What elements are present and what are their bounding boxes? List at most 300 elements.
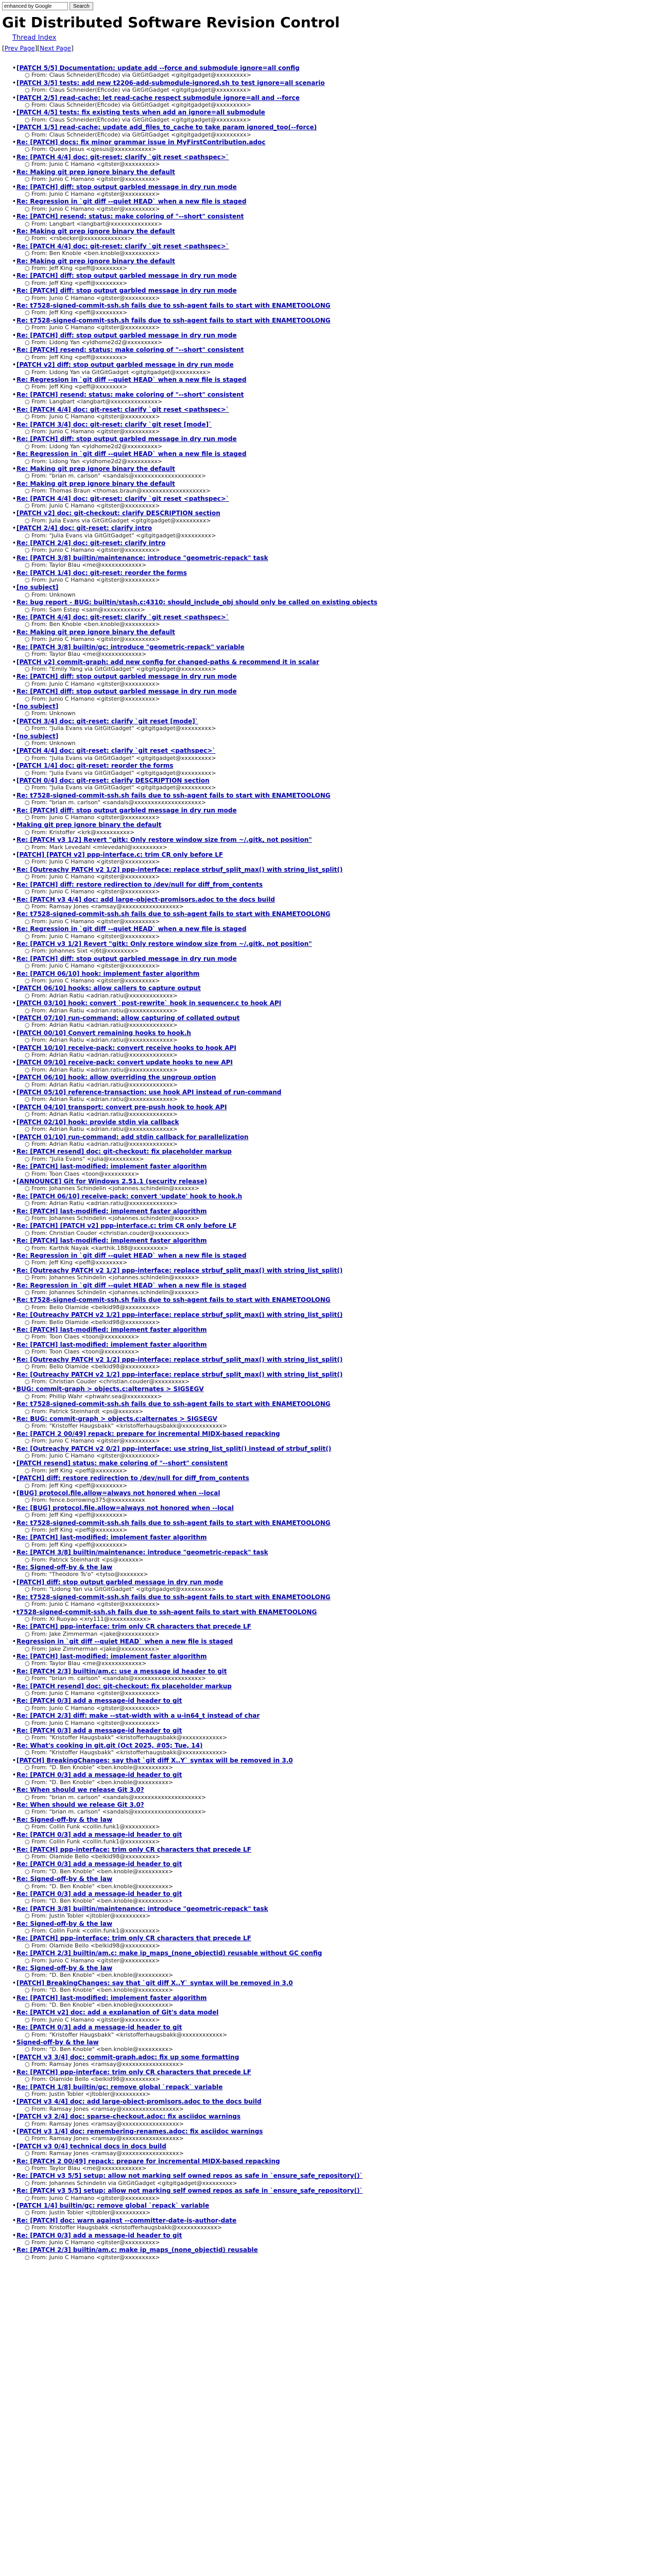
thread-subject-link[interactable]: Re: When should we release Git 3.0? xyxy=(16,1801,144,1809)
thread-item xyxy=(12,1237,653,1244)
thread-author xyxy=(12,1274,653,1281)
thread-author xyxy=(12,1927,653,1935)
thread-subject-link[interactable]: Re: [PATCH 0/3] add a message-id header to git xyxy=(16,1697,182,1705)
bullet-icon: • xyxy=(12,1370,16,1378)
author-prefix: ○ From: xyxy=(25,1601,49,1608)
thread-item xyxy=(12,1905,653,1912)
author-name: Ramsay Jones <ramsay@xxxxxxxxxxxxxxxxx> xyxy=(49,2120,184,2127)
thread-subject-link[interactable]: Re: [PATCH 06/10] receive-pack: convert 'update' hook to hook.h xyxy=(16,1192,243,1200)
author-prefix: ○ From: xyxy=(25,1348,49,1355)
thread-author xyxy=(12,250,653,257)
thread-author xyxy=(12,2002,653,2009)
thread-item xyxy=(12,495,653,502)
thread-subject-link[interactable]: Re: t7528-signed-commit-ssh.sh fails due to ssh-agent fails to start with ENAMETOOLONG xyxy=(16,791,331,799)
bullet-icon: • xyxy=(12,614,16,621)
thread-author xyxy=(12,383,653,391)
thread-subject-link[interactable]: Re: [PATCH 0/3] add a message-id header to git xyxy=(16,2231,182,2239)
thread-subject-link[interactable]: Re: [PATCH] ppp-interface: trim only CR characters that precede LF xyxy=(16,1845,251,1853)
thread-subject-link[interactable]: Re: [PATCH] doc: warn against --committer-date-is-author-date xyxy=(16,2216,237,2224)
bullet-icon: • xyxy=(12,836,16,844)
thread-subject-link[interactable]: [PATCH] diff: stop output garbled message in dry run mode xyxy=(16,1578,224,1586)
thread-subject-link[interactable]: Re: Regression in `git diff --quiet HEAD` when a new file is staged xyxy=(16,376,247,384)
author-prefix: ○ From: xyxy=(25,294,49,301)
thread-subject-link[interactable]: [PATCH 02/10] hook: provide stdin via callback xyxy=(16,1118,179,1126)
author-name: Claus Schneider(Eficode) via GitGitGadget <gitgitgadget@xxxxxxxxx> xyxy=(49,72,251,79)
thread-subject-link[interactable]: Re: [PATCH] [PATCH v2] ppp-interface.c: trim CR only before LF xyxy=(16,1222,237,1230)
bullet-icon: • xyxy=(12,1564,16,1571)
thread-author xyxy=(12,458,653,465)
thread-subject-link[interactable]: Re: [PATCH 3/8] builtin/maintenance: introduce "geometric-repack" task xyxy=(16,554,268,562)
thread-subject-link[interactable]: Re: [PATCH] diff: stop output garbled message in dry run mode xyxy=(16,183,237,191)
author-prefix: ○ From: xyxy=(25,87,49,94)
thread-item xyxy=(12,1801,653,1808)
thread-subject-link[interactable]: Re: [PATCH v3 5/5] setup: allow not marking self owned repos as safe in `ensure_safe_repository()` xyxy=(16,2172,363,2180)
thread-subject-link[interactable]: [PATCH] BreakingChanges: say that `git diff X..Y` syntax will be removed in 3.0 xyxy=(16,1756,293,1764)
thread-author xyxy=(12,962,653,970)
thread-subject-link[interactable]: t7528-signed-commit-ssh.sh fails due to ssh-agent fails to start with ENAMETOOLONG xyxy=(16,1608,317,1616)
thread-subject-link[interactable]: Re: [PATCH] ppp-interface: trim only CR characters that precede LF xyxy=(16,1935,251,1942)
thread-subject-link[interactable]: Re: [PATCH] diff: stop output garbled message in dry run mode xyxy=(16,955,237,962)
thread-item xyxy=(12,1771,653,1778)
bullet-icon: • xyxy=(12,940,16,947)
bullet-icon: • xyxy=(12,1682,16,1690)
thread-subject-link[interactable]: [PATCH 5/5] Documentation: update add --force and submodule ignore=all config xyxy=(16,64,300,72)
thread-subject-link[interactable]: [PATCH 1/4] builtin/gc: remove global `repack` variable xyxy=(16,2202,210,2209)
thread-subject-link[interactable]: [BUG] protocol.file.allow=always not honored when --local xyxy=(16,1489,220,1497)
thread-subject-link[interactable]: Re: [PATCH 1/8] builtin/gc: remove global `repack` variable xyxy=(16,2083,223,2091)
thread-subject-link[interactable]: Re: [PATCH v3 1/2] Revert "gitk: Only restore window size from ~/.gitk, not position" xyxy=(16,940,312,947)
thread-subject-link[interactable]: Re: [PATCH 3/8] builtin/maintenance: introduce "geometric-repack" task xyxy=(16,1905,268,1912)
author-name: Junio C Hamano <gitster@xxxxxxxxx> xyxy=(49,294,160,301)
bullet-icon: • xyxy=(12,1014,16,1022)
thread-subject-link[interactable]: Re: [PATCH] last-modified: implement faster algorithm xyxy=(16,1207,207,1215)
thread-item xyxy=(12,346,653,353)
author-prefix: ○ From: xyxy=(25,1170,49,1177)
thread-author xyxy=(12,1764,653,1771)
thread-subject-link[interactable]: [PATCH 06/10] hook: allow overriding the ungroup option xyxy=(16,1074,216,1081)
thread-subject-link[interactable]: Re: Regression in `git diff --quiet HEAD` when a new file is staged xyxy=(16,925,247,933)
thread-subject-link[interactable]: Re: Regression in `git diff --quiet HEAD` when a new file is staged xyxy=(16,1281,247,1289)
thread-subject-link[interactable]: [PATCH 06/10] hooks: allow callers to capture output xyxy=(16,985,201,992)
thread-subject-link[interactable]: Re: Signed-off-by & the law xyxy=(16,1564,113,1571)
thread-subject-link[interactable]: Re: t7528-signed-commit-ssh.sh fails due to ssh-agent fails to start with ENAMETOOLONG xyxy=(16,910,331,918)
thread-subject-link[interactable]: Re: [PATCH] ppp-interface: trim only CR characters that precede LF xyxy=(16,2068,251,2076)
thread-author xyxy=(12,1007,653,1014)
thread-subject-link[interactable]: Re: [PATCH v3 5/5] setup: allow not marking self owned repos as safe in `ensure_safe_repository()` xyxy=(16,2187,363,2195)
thread-subject-link[interactable]: Re: [PATCH] last-modified: implement faster algorithm xyxy=(16,1652,207,1660)
thread-subject-link[interactable]: [ANNOUNCE] Git for Windows 2.51.1 (security release) xyxy=(16,1177,208,1185)
thread-subject-link[interactable]: Re: Making git prep ignore binary the default xyxy=(16,227,175,235)
thread-subject-link[interactable]: Re: [PATCH v2] doc: add a explanation of Git's data model xyxy=(16,2009,219,2016)
thread-subject-link[interactable]: Re: Making git prep ignore binary the default xyxy=(16,480,175,487)
author-name: Ben Knoble <ben.knoble@xxxxxxxxx> xyxy=(49,250,160,257)
thread-subject-link[interactable]: [PATCH 4/5] tests: fix existing tests when add an ignore=all submodule xyxy=(16,109,265,116)
author-name: Lidong Yan <yldhome2d2@xxxxxxxxx> xyxy=(49,339,163,346)
thread-author xyxy=(12,1883,653,1890)
thread-subject-link[interactable]: Re: [PATCH 0/3] add a message-id header to git xyxy=(16,1890,182,1897)
thread-item xyxy=(12,1638,653,1645)
thread-author xyxy=(12,784,653,791)
author-name: Christian Couder <christian.couder@xxxxxxxxx> xyxy=(49,1229,190,1236)
author-name: Junio C Hamano <gitster@xxxxxxxxx> xyxy=(49,413,160,420)
thread-author xyxy=(12,1556,653,1564)
thread-subject-link[interactable]: Re: [PATCH 4/4] doc: git-reset: clarify `git reset <pathspec>` xyxy=(16,495,229,502)
thread-subject-link[interactable]: Re: [PATCH 0/3] add a message-id header to git xyxy=(16,1727,182,1734)
author-prefix: ○ From: xyxy=(25,2164,49,2172)
thread-item xyxy=(12,925,653,933)
thread-subject-link[interactable]: Re: t7528-signed-commit-ssh.sh fails due to ssh-agent fails to start with ENAMETOOLONG xyxy=(16,1400,331,1408)
thread-subject-link[interactable]: Re: [PATCH 4/4] doc: git-reset: clarify `git reset <pathspec>` xyxy=(16,405,229,413)
author-prefix: ○ From: xyxy=(25,1422,49,1430)
thread-subject-link[interactable]: Re: [PATCH] resend: status: make coloring of "--short" consistent xyxy=(16,391,244,398)
thread-subject-link[interactable]: [PATCH 05/10] reference-transaction: use hook API instead of run-command xyxy=(16,1089,282,1096)
thread-subject-link[interactable]: Re: [PATCH 4/4] doc: git-reset: clarify `git reset <pathspec>` xyxy=(16,614,229,621)
thread-subject-link[interactable]: [no subject] xyxy=(16,702,59,710)
author-prefix: ○ From: xyxy=(25,2194,49,2201)
thread-subject-link[interactable]: Re: [PATCH] last-modified: implement faster algorithm xyxy=(16,1326,207,1334)
thread-author xyxy=(12,1616,653,1623)
author-name: Junio C Hamano <gitster@xxxxxxxxx> xyxy=(49,814,160,821)
thread-author xyxy=(12,1675,653,1682)
thread-author xyxy=(12,1942,653,1950)
thread-subject-link[interactable]: Re: [Outreachy PATCH v2 1/2] ppp-interface: replace strbuf_split_max() with string_list_split() xyxy=(16,1311,343,1319)
thread-author xyxy=(12,1497,653,1504)
thread-subject-link[interactable]: [PATCH 03/10] hook: convert `post-rewrite` hook in sequencer.c to hook API xyxy=(16,999,282,1007)
thread-subject-link[interactable]: Re: bug report - BUG: builtin/stash.c:4310: should_include_obj should only be called on existing objects xyxy=(16,599,377,606)
author-name: Johannes Schindelin via GitGitGadget <gitgitgadget@xxxxxxxxx> xyxy=(49,2179,237,2187)
author-name: "D. Ben Knoble" <ben.knoble@xxxxxxxxx> xyxy=(49,1778,174,1786)
author-prefix: ○ From: xyxy=(25,1126,49,1133)
thread-subject-link[interactable]: Re: t7528-signed-commit-ssh.sh fails due to ssh-agent fails to start with ENAMETOOLONG xyxy=(16,302,331,309)
bullet-icon: • xyxy=(12,2127,16,2135)
thread-author xyxy=(12,176,653,183)
author-name: Junio C Hamano <gitster@xxxxxxxxx> xyxy=(49,918,160,925)
author-name: Olamide Bello <belkid98@xxxxxxxxx> xyxy=(49,2076,160,2083)
thread-subject-link[interactable]: [PATCH 1/5] read-cache: update add_files_to_cache to take param ignored_too(--force) xyxy=(16,124,317,131)
thread-subject-link[interactable]: [PATCH 00/10] Convert remaining hooks to hook.h xyxy=(16,1029,191,1037)
bullet-icon: • xyxy=(12,2024,16,2031)
thread-subject-link[interactable]: Making git prep ignore binary the default xyxy=(16,821,162,829)
thread-subject-link[interactable]: Re: [PATCH] ppp-interface: trim only CR characters that precede LF xyxy=(16,1623,251,1631)
thread-subject-link[interactable]: Re: [Outreachy PATCH v2 0/2] ppp-interface: use string_list_split() instead of strbuf_split() xyxy=(16,1445,332,1452)
author-name: Claus Schneider(Eficode) via GitGitGadget <gitgitgadget@xxxxxxxxx> xyxy=(49,116,251,123)
thread-subject-link[interactable]: Re: [PATCH 2 00/49] repack: prepare for incremental MIDX-based repacking xyxy=(16,2157,280,2165)
thread-author xyxy=(12,903,653,910)
thread-subject-link[interactable]: [PATCH 2/5] read-cache: let read-cache respect submodule ignore=all and --force xyxy=(16,94,300,101)
thread-subject-link[interactable]: Re: [PATCH] diff: stop output garbled message in dry run mode xyxy=(16,806,237,814)
bullet-icon: • xyxy=(12,673,16,681)
author-name: "brian m. carlson" <sandals@xxxxxxxxxxxxxxxxxxxx> xyxy=(49,1793,207,1801)
thread-subject-link[interactable]: Re: [PATCH] diff: stop output garbled message in dry run mode xyxy=(16,331,237,339)
thread-subject-link[interactable]: Re: [PATCH] last-modified: implement faster algorithm xyxy=(16,1994,207,2002)
thread-subject-link[interactable]: Re: t7528-signed-commit-ssh.sh fails due to ssh-agent fails to start with ENAMETOOLONG xyxy=(16,1593,331,1601)
thread-subject-link[interactable]: Re: Regression in `git diff --quiet HEAD` when a new file is staged xyxy=(16,198,247,206)
thread-item xyxy=(12,554,653,562)
thread-subject-link[interactable]: [PATCH 0/4] doc: git-reset: clarify DESCRIPTION section xyxy=(16,777,210,784)
bullet-icon: • xyxy=(12,1355,16,1363)
thread-subject-link[interactable]: Re: [PATCH 2/3] builtin/am.c: use a message id header to git xyxy=(16,1667,227,1675)
bullet-icon: • xyxy=(12,1860,16,1868)
thread-subject-link[interactable]: Re: [PATCH] resend: status: make coloring of "--short" consistent xyxy=(16,346,244,354)
thread-item xyxy=(12,584,653,591)
thread-subject-link[interactable]: [PATCH] diff: restore redirection to /dev/null for diff_from_contents xyxy=(16,1475,249,1482)
thread-subject-link[interactable]: Re: [Outreachy PATCH v2 1/2] ppp-interface: replace strbuf_split_max() with string_list_split() xyxy=(16,1370,343,1378)
thread-item xyxy=(12,1118,653,1126)
bullet-icon: • xyxy=(12,94,16,101)
thread-author xyxy=(12,1333,653,1341)
thread-item xyxy=(12,614,653,621)
thread-author xyxy=(12,1897,653,1905)
author-prefix: ○ From: xyxy=(25,1052,49,1059)
bullet-icon: • xyxy=(12,1326,16,1334)
bullet-icon: • xyxy=(12,450,16,458)
thread-subject-link[interactable]: Re: Making git prep ignore binary the default xyxy=(16,465,175,472)
thread-item xyxy=(12,79,653,87)
author-name: "Lidong Yan via GitGitGadget" <gitgitgadget@xxxxxxxxx> xyxy=(49,1586,216,1593)
thread-subject-link[interactable]: [PATCH v3 4/4] doc: add large-object-promisors.adoc to the docs build xyxy=(16,2098,262,2106)
thread-subject-link[interactable]: [PATCH v3 3/4] doc: commit-graph.adoc: fix up some formatting xyxy=(16,2053,239,2061)
author-name: Johannes Schindelin <johannes.schindelin@xxxxxx> xyxy=(49,1289,200,1296)
thread-subject-link[interactable]: Re: [BUG] protocol.file.allow=always not honored when --local xyxy=(16,1504,234,1512)
bullet-icon: • xyxy=(12,658,16,666)
thread-item xyxy=(12,1579,653,1586)
thread-author xyxy=(12,472,653,480)
thread-subject-link[interactable]: Re: [PATCH 0/3] add a message-id header to git xyxy=(16,2024,182,2031)
thread-subject-link[interactable]: [PATCH 4/4] doc: git-reset: clarify `git reset <pathspec>` xyxy=(16,747,216,755)
author-prefix: ○ From: xyxy=(25,933,49,940)
thread-subject-link[interactable]: [PATCH v2] doc: git-checkout: clarify DESCRIPTION section xyxy=(16,510,220,517)
thread-subject-link[interactable]: [PATCH 1/4] doc: git-reset: reorder the forms xyxy=(16,762,174,770)
thread-subject-link[interactable]: [PATCH] [PATCH v2] ppp-interface.c: trim CR only before LF xyxy=(16,851,224,859)
author-name: Phillip Wahr <phwahr.sea@xxxxxxxxx> xyxy=(49,1393,162,1400)
author-name: "D. Ben Knoble" <ben.knoble@xxxxxxxxx> xyxy=(49,1987,174,1994)
thread-subject-link[interactable]: [no subject] xyxy=(16,584,59,591)
thread-subject-link[interactable]: [PATCH v3 0/4] technical docs in docs build xyxy=(16,2142,166,2150)
thread-subject-link[interactable]: Re: [PATCH 2/3] builtin/am.c: make ip_maps_(none_objectid) reusable xyxy=(16,2246,258,2254)
thread-author xyxy=(12,517,653,524)
thread-author xyxy=(12,146,653,153)
thread-item xyxy=(12,1415,653,1422)
thread-subject-link[interactable]: Re: [PATCH resend] doc: git-checkout: fix placeholder markup xyxy=(16,1682,232,1690)
thread-subject-link[interactable]: [PATCH 04/10] transport: convert pre-push hook to hook API xyxy=(16,1103,227,1111)
bullet-icon: • xyxy=(12,1475,16,1482)
thread-author xyxy=(12,1868,653,1875)
author-name: Ramsay Jones <ramsay@xxxxxxxxxxxxxxxxx> xyxy=(49,2061,184,2068)
thread-subject-link[interactable]: Re: [PATCH 2/3] builtin/am.c: make ip_maps_(none_objectid) reusable without GC config xyxy=(16,1950,322,1957)
thread-item xyxy=(12,881,653,888)
bullet-icon: • xyxy=(12,895,16,903)
thread-item xyxy=(12,1653,653,1660)
thread-subject-link[interactable]: Re: [PATCH] diff: stop output garbled message in dry run mode xyxy=(16,435,237,443)
thread-subject-link[interactable]: Re: [PATCH 3/4] doc: git-reset: clarify `git reset [mode]` xyxy=(16,420,212,428)
author-name: Jeff King <peff@xxxxxxxx> xyxy=(49,383,128,391)
thread-subject-link[interactable]: Re: t7528-signed-commit-ssh.sh fails due to ssh-agent fails to start with ENAMETOOLONG xyxy=(16,316,331,324)
bullet-icon: • xyxy=(12,2053,16,2061)
author-name: Johannes Schindelin <johannes.schindelin@xxxxxx> xyxy=(49,1185,200,1192)
thread-subject-link[interactable]: Re: Regression in `git diff --quiet HEAD` when a new file is staged xyxy=(16,1252,247,1259)
bullet-icon: • xyxy=(12,79,16,87)
thread-item xyxy=(12,2217,653,2224)
author-name: Junio C Hamano <gitster@xxxxxxxxx> xyxy=(49,873,160,880)
thread-subject-link[interactable]: Re: [PATCH] diff: stop output garbled message in dry run mode xyxy=(16,673,237,681)
thread-subject-link[interactable]: Re: [PATCH] last-modified: implement faster algorithm xyxy=(16,1534,207,1541)
thread-subject-link[interactable]: Re: [PATCH 0/3] add a message-id header to git xyxy=(16,1831,182,1838)
bullet-icon: • xyxy=(12,1133,16,1141)
thread-subject-link[interactable]: Signed-off-by & the law xyxy=(16,2039,99,2046)
search-input[interactable] xyxy=(2,2,68,10)
author-name: Jeff King <peff@xxxxxxxx> xyxy=(49,264,128,272)
thread-subject-link[interactable]: Re: What's cooking in git.git (Oct 2025, #05; Tue, 14) xyxy=(16,1741,203,1749)
thread-subject-link[interactable]: Re: [PATCH v3 1/2] Revert "gitk: Only restore window size from ~/.gitk, not position" xyxy=(16,836,312,844)
author-name: Taylor Blau <me@xxxxxxxxxxxx> xyxy=(49,651,147,658)
bullet-icon: • xyxy=(12,2009,16,2016)
author-prefix: ○ From: xyxy=(25,1408,49,1415)
thread-subject-link[interactable]: [PATCH 3/4] doc: git-reset: clarify `git reset [mode]` xyxy=(16,717,198,725)
bullet-icon: • xyxy=(12,1816,16,1823)
bullet-icon: • xyxy=(12,791,16,799)
bullet-icon: • xyxy=(12,524,16,532)
thread-subject-link[interactable]: Re: Signed-off-by & the law xyxy=(16,1920,113,1927)
author-prefix: ○ From: xyxy=(25,1942,49,1949)
thread-subject-link[interactable]: Re: [PATCH 2 00/49] repack: prepare for incremental MIDX-based repacking xyxy=(16,1430,280,1437)
thread-subject-link[interactable]: Re: [PATCH] diff: stop output garbled message in dry run mode xyxy=(16,272,237,280)
author-name: Ramsay Jones <ramsay@xxxxxxxxxxxxxxxxx> xyxy=(49,2150,184,2157)
author-name: Jeff King <peff@xxxxxxxx> xyxy=(49,1467,128,1474)
thread-subject-link[interactable]: Re: [PATCH v3 4/4] doc: add large-object-promisors.adoc to the docs build xyxy=(16,895,275,903)
thread-index-link[interactable]: Thread Index xyxy=(12,34,57,42)
author-prefix: ○ From: xyxy=(25,784,49,791)
bullet-icon: • xyxy=(12,1311,16,1319)
thread-author xyxy=(12,1289,653,1296)
thread-subject-link[interactable]: Re: [PATCH] diff: stop output garbled message in dry run mode xyxy=(16,688,237,696)
thread-item xyxy=(12,2143,653,2150)
thread-author xyxy=(12,577,653,584)
thread-subject-link[interactable]: Re: [PATCH 3/8] builtin/gc: introduce "geometric-repack" variable xyxy=(16,643,245,651)
thread-subject-link[interactable]: [PATCH 07/10] run-command: allow capturing of collated output xyxy=(16,1014,240,1022)
thread-subject-link[interactable]: Re: Signed-off-by & the law xyxy=(16,1964,113,1972)
thread-subject-link[interactable]: Re: [PATCH] diff: restore redirection to /dev/null for diff_from_contents xyxy=(16,880,263,888)
thread-subject-link[interactable]: Re: t7528-signed-commit-ssh.sh fails due to ssh-agent fails to start with ENAMETOOLONG xyxy=(16,1296,331,1304)
thread-subject-link[interactable]: Re: Signed-off-by & the law xyxy=(16,1875,113,1883)
bullet-icon: • xyxy=(12,272,16,280)
thread-author xyxy=(12,1541,653,1549)
thread-subject-link[interactable]: BUG: commit-graph > objects.c:alternates > SIGSEGV xyxy=(16,1385,204,1393)
thread-subject-link[interactable]: Re: [PATCH] resend: status: make coloring of "--short" consistent xyxy=(16,213,244,221)
thread-subject-link[interactable]: Re: BUG: commit-graph > objects.c:alternates > SIGSEGV xyxy=(16,1415,217,1422)
author-prefix: ○ From: xyxy=(25,1615,49,1622)
thread-subject-link[interactable]: Re: Making git prep ignore binary the default xyxy=(16,168,175,176)
thread-author xyxy=(12,1393,653,1400)
thread-subject-link[interactable]: Re: [PATCH] last-modified: implement faster algorithm xyxy=(16,1163,207,1171)
thread-item xyxy=(12,1430,653,1437)
thread-subject-link[interactable]: [PATCH v2] commit-graph: add new config for changed-paths & recommend it in scalar xyxy=(16,658,319,666)
thread-item xyxy=(12,1519,653,1527)
bullet-icon: • xyxy=(12,1415,16,1422)
author-name: Jeff King <peff@xxxxxxxx> xyxy=(49,1527,128,1534)
author-name: Patrick Steinhardt <ps@xxxxxx> xyxy=(49,1556,144,1563)
thread-subject-link[interactable]: [PATCH 09/10] receive-pack: convert update hooks to new API xyxy=(16,1059,233,1066)
author-prefix: ○ From: xyxy=(25,1586,49,1593)
author-name: Taylor Blau <me@xxxxxxxxxxxx> xyxy=(49,2164,147,2172)
thread-subject-link[interactable]: Re: Making git prep ignore binary the default xyxy=(16,628,175,636)
bullet-icon: • xyxy=(12,495,16,502)
author-name: Johannes Sixt <j6t@xxxxxxxx> xyxy=(49,947,139,955)
thread-subject-link[interactable]: Re: t7528-signed-commit-ssh.sh fails due to ssh-agent fails to start with ENAMETOOLONG xyxy=(16,1519,331,1527)
bullet-icon: • xyxy=(12,1697,16,1705)
thread-subject-link[interactable]: [PATCH 01/10] run-command: add stdin callback for parallelization xyxy=(16,1133,249,1141)
bullet-icon: • xyxy=(12,1593,16,1601)
search-button[interactable]: Search xyxy=(70,2,93,10)
thread-subject-link[interactable]: [PATCH 10/10] receive-pack: convert receive hooks to hook API xyxy=(16,1044,236,1052)
author-prefix: ○ From: xyxy=(25,1838,49,1845)
thread-subject-link[interactable]: [PATCH 3/5] tests: add new t2206-add-submodule-ignored.sh to test ignore=all scenario xyxy=(16,79,325,87)
thread-subject-link[interactable]: Re: [PATCH 3/8] builtin/maintenance: introduce "geometric-repack" task xyxy=(16,1549,268,1556)
thread-author xyxy=(12,666,653,673)
thread-subject-link[interactable]: [PATCH v3 1/4] doc: remembering-renames.adoc: fix asciidoc warnings xyxy=(16,2127,263,2135)
thread-subject-link[interactable]: Re: When should we release Git 3.0? xyxy=(16,1786,144,1794)
bullet-icon: • xyxy=(12,420,16,428)
prev-page-link[interactable]: Prev Page xyxy=(4,45,35,52)
thread-subject-link[interactable]: Re: [PATCH 4/4] doc: git-reset: clarify `git reset <pathspec>` xyxy=(16,242,229,250)
bullet-icon: • xyxy=(12,910,16,918)
thread-subject-link[interactable]: [PATCH v2] diff: stop output garbled message in dry run mode xyxy=(16,361,234,369)
author-name: Kristoffer <krk@xxxxxxxxxx> xyxy=(49,828,135,836)
thread-subject-link[interactable]: Re: [PATCH] docs: fix minor grammar issue in MyFirstContribution.adoc xyxy=(16,139,266,146)
next-page-link[interactable]: Next Page xyxy=(40,45,71,52)
thread-item xyxy=(12,2083,653,2091)
bullet-icon: • xyxy=(12,1578,16,1586)
thread-subject-link[interactable]: Re: [PATCH] last-modified: implement faster algorithm xyxy=(16,1341,207,1348)
thread-author xyxy=(12,844,653,851)
thread-subject-link[interactable]: [no subject] xyxy=(16,732,59,740)
thread-subject-link[interactable]: Re: [Outreachy PATCH v2 1/2] ppp-interface: replace strbuf_split_max() with string_list_split() xyxy=(16,1266,343,1274)
thread-subject-link[interactable]: Re: [Outreachy PATCH v2 1/2] ppp-interface: replace strbuf_split_max() with string_list_split() xyxy=(16,1355,343,1363)
author-prefix: ○ From: xyxy=(25,472,49,480)
thread-subject-link[interactable]: Re: [PATCH 2/4] doc: git-reset: clarify intro xyxy=(16,539,166,547)
bullet-icon: • xyxy=(12,1727,16,1734)
thread-subject-link[interactable]: Re: [PATCH 4/4] doc: git-reset: clarify `git reset <pathspec>` xyxy=(16,153,229,161)
thread-subject-link[interactable]: [PATCH 2/4] doc: git-reset: clarify intro xyxy=(16,524,152,532)
thread-subject-link[interactable]: Re: [PATCH 2/3] diff: make --stat-width with a u-in64_t instead of char xyxy=(16,1712,260,1720)
thread-subject-link[interactable]: Re: [PATCH 0/3] add a message-id header to git xyxy=(16,1860,182,1868)
thread-subject-link[interactable]: Re: [PATCH resend] doc: git-checkout: fix placeholder markup xyxy=(16,1148,232,1156)
thread-subject-link[interactable]: [PATCH resend] status: make coloring of "--short" consistent xyxy=(16,1460,228,1467)
thread-subject-link[interactable]: Re: [Outreachy PATCH v2 1/2] ppp-interface: replace strbuf_split_max() with string_list_split() xyxy=(16,866,343,873)
thread-item xyxy=(12,1460,653,1467)
thread-subject-link[interactable]: Regression in `git diff --quiet HEAD` when a new file is staged xyxy=(16,1638,233,1646)
thread-subject-link[interactable]: Re: [PATCH 06/10] hook: implement faster algorithm xyxy=(16,970,200,977)
thread-author xyxy=(12,547,653,554)
author-name: Junio C Hamano <gitster@xxxxxxxxx> xyxy=(49,1719,160,1726)
thread-subject-link[interactable]: Re: Regression in `git diff --quiet HEAD` when a new file is staged xyxy=(16,450,247,458)
thread-subject-link[interactable]: [PATCH] BreakingChanges: say that `git diff X..Y` syntax will be removed in 3.0 xyxy=(16,1979,293,1987)
thread-item xyxy=(12,287,653,294)
author-name: "Kristoffer Haugsbakk" <kristofferhaugsbakk@xxxxxxxxxxxx> xyxy=(49,1422,228,1430)
thread-subject-link[interactable]: Re: [PATCH 0/3] add a message-id header to git xyxy=(16,1771,182,1779)
thread-subject-link[interactable]: [PATCH v3 2/4] doc: sparse-checkout.adoc: fix asciidoc warnings xyxy=(16,2113,240,2121)
bullet-icon: • xyxy=(12,717,16,725)
bullet-icon: • xyxy=(12,1177,16,1185)
thread-subject-link[interactable]: Re: Signed-off-by & the law xyxy=(16,1816,113,1823)
thread-author xyxy=(12,2061,653,2068)
thread-subject-link[interactable]: Re: [PATCH] last-modified: implement faster algorithm xyxy=(16,1237,207,1245)
thread-subject-link[interactable]: Re: Making git prep ignore binary the default xyxy=(16,257,175,265)
author-prefix: ○ From: xyxy=(25,1749,49,1756)
thread-author xyxy=(12,2165,653,2172)
thread-subject-link[interactable]: Re: [PATCH] diff: stop output garbled message in dry run mode xyxy=(16,287,237,295)
thread-subject-link[interactable]: Re: [PATCH 1/4] doc: git-reset: reorder the forms xyxy=(16,569,187,577)
author-name: "Julia Evans via GitGitGadget" <gitgitgadget@xxxxxxxxx> xyxy=(49,725,216,732)
